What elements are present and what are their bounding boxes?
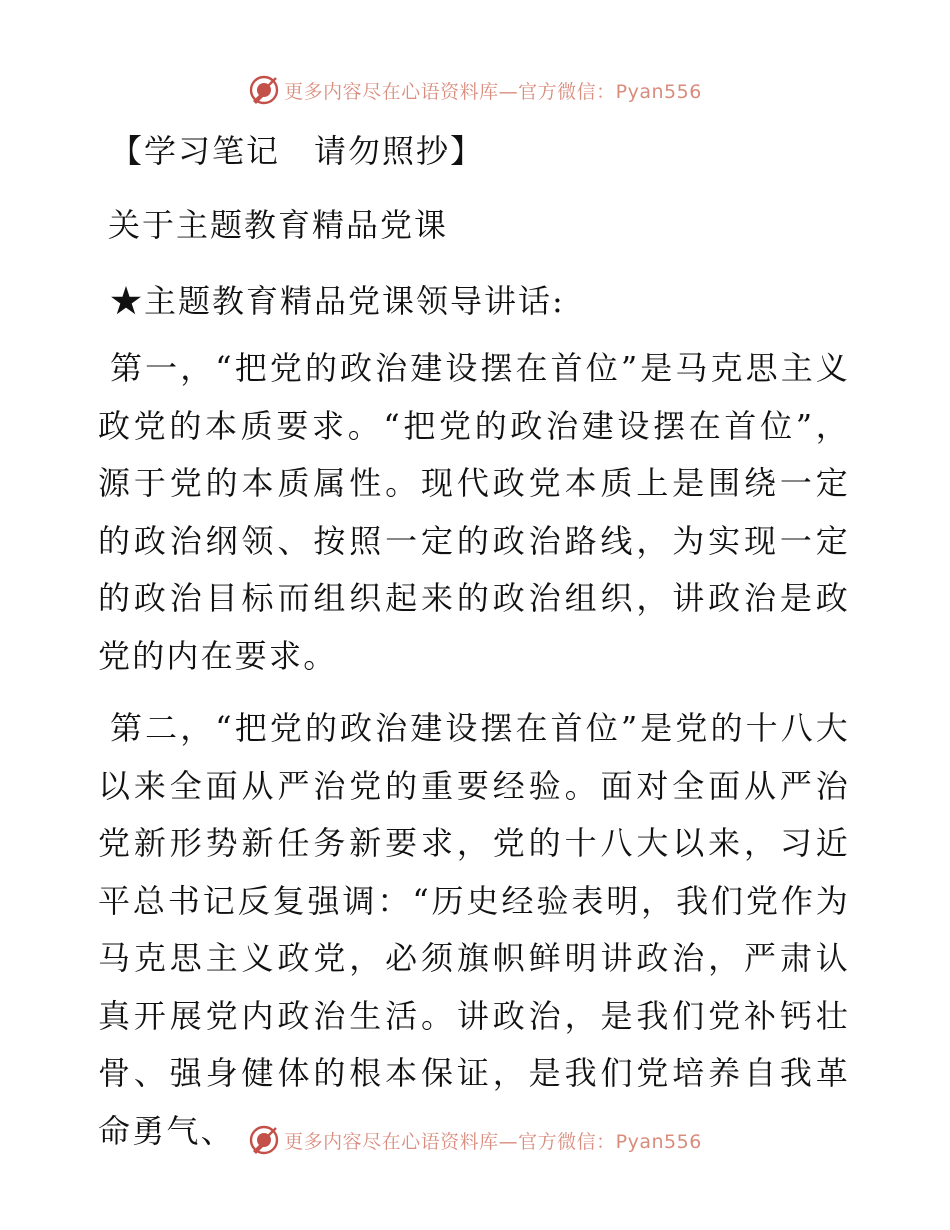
paragraph-1: 第一，“把党的政治建设摆在首位”是马克思主义政党的本质要求。“把党的政治建设摆在首位”，源于党的本质属性。现代政党本质上是围绕一定的政治纲领、按照一定的政治路线，为实现一定的政治目标而组织起来的政治组织，讲政治是政党的内在要求。 [98,349,850,675]
pen-seal-logo-icon [248,74,280,106]
section-subtitle: ★主题教育精品党课领导讲话: [110,282,565,320]
pen-seal-logo-icon [248,1124,280,1156]
study-note-label: 【学习笔记 请勿照抄】 [110,132,485,170]
header-watermark [0,70,950,110]
watermark-text: 更多内容尽在心语资料库—官方微信：Pyan556 [284,80,702,103]
paragraph-2: 第二，“把党的政治建设摆在首位”是党的十八大以来全面从严治党的重要经验。面对全面从严治党新形势新任务新要求，党的十八大以来，习近平总书记反复强调：“历史经验表明，我们党作为马克思主义政党，必须旗帜鲜明讲政治，严肃认真开展党内政治生活。讲政治，是我们党补钙壮骨、强身健体的根本保证，是我们党培养自我革命勇气、 [98,709,850,1150]
page-title: 关于主题教育精品党课 [108,206,449,244]
footer-watermark [0,1120,950,1160]
watermark-text: 更多内容尽在心语资料库—官方微信：Pyan556 [284,1130,702,1153]
